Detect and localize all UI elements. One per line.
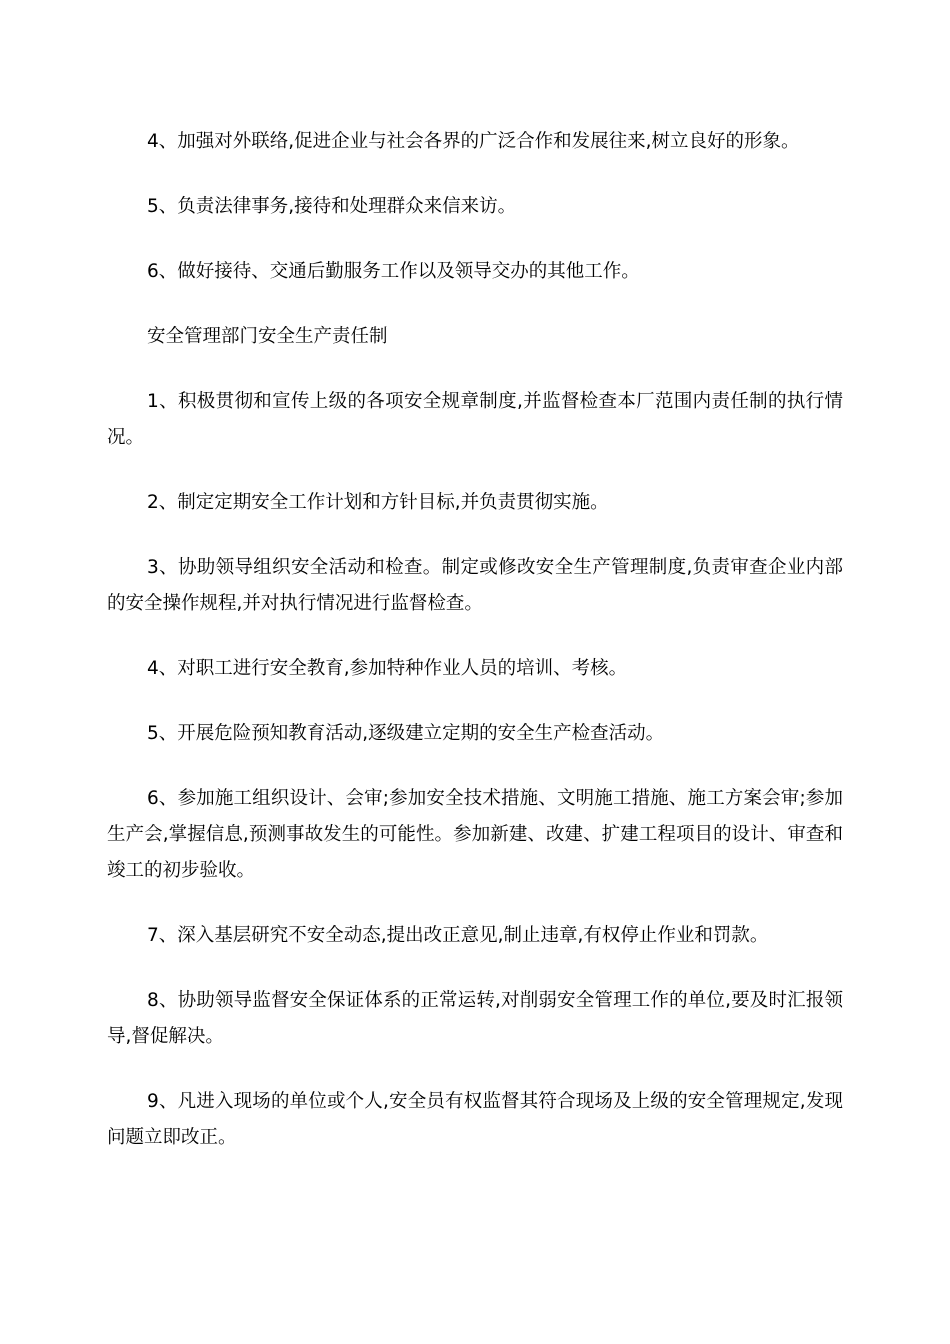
section-heading-safety-department: 安全管理部门安全生产责任制 [147, 326, 388, 347]
paragraph-safety-item-1: 1、积极贯彻和宣传上级的各项安全规章制度,并监督检查本厂范围内责任制的执行情况。 [107, 391, 843, 448]
paragraph-item-5-legal-affairs: 5、负责法律事务,接待和处理群众来信来访。 [147, 196, 517, 217]
paragraph-safety-item-7: 7、深入基层研究不安全动态,提出改正意见,制止违章,有权停止作业和罚款。 [147, 925, 769, 946]
paragraph-safety-item-8: 8、协助领导监督安全保证体系的正常运转,对削弱安全管理工作的单位,要及时汇报领导,督促解决。 [107, 990, 843, 1047]
document-body [107, 124, 843, 1185]
paragraph-safety-item-4: 4、对职工进行安全教育,参加特种作业人员的培训、考核。 [147, 658, 628, 679]
paragraph-item-4-external-liaison: 4、加强对外联络,促进企业与社会各界的广泛合作和发展往来,树立良好的形象。 [147, 131, 800, 152]
paragraph-safety-item-3: 3、协助领导组织安全活动和检查。制定或修改安全生产管理制度,负责审查企业内部的安全操作规程,并对执行情况进行监督检查。 [107, 557, 843, 614]
paragraph-item-6-reception-logistics: 6、做好接待、交通后勤服务工作以及领导交办的其他工作。 [147, 261, 640, 282]
paragraph-safety-item-6: 6、参加施工组织设计、会审;参加安全技术措施、文明施工措施、施工方案会审;参加生产会,掌握信息,预测事故发生的可能性。参加新建、改建、扩建工程项目的设计、审查和竣工的初步验收。 [107, 788, 843, 881]
paragraph-safety-item-9: 9、凡进入现场的单位或个人,安全员有权监督其符合现场及上级的安全管理规定,发现问题立即改正。 [107, 1091, 843, 1148]
paragraph-safety-item-2: 2、制定定期安全工作计划和方针目标,并负责贯彻实施。 [147, 492, 609, 513]
paragraph-safety-item-5: 5、开展危险预知教育活动,逐级建立定期的安全生产检查活动。 [147, 723, 665, 744]
